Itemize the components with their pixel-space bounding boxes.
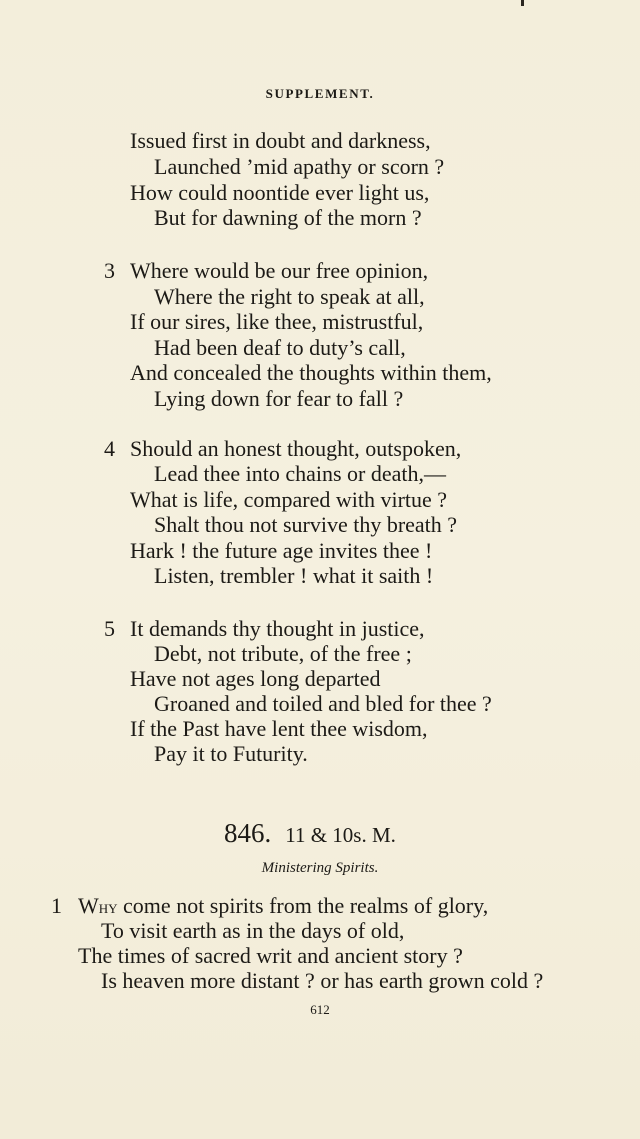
verse-line: Should an honest thought, outspoken, xyxy=(130,436,462,461)
hymn-title: Ministering Spirits. xyxy=(261,860,379,876)
verse-line: It demands thy thought in justice, xyxy=(130,616,425,641)
hymn-meter: 11 & 10s. M. xyxy=(285,823,396,847)
first-word-initial: W xyxy=(78,893,99,918)
verse-line: Launched ’mid apathy or scorn ? xyxy=(154,154,445,179)
verse-line: Where would be our free opinion, xyxy=(130,258,429,283)
verse-line: To visit earth as in the days of old, xyxy=(101,918,405,943)
verse-line: If our sires, like thee, mistrustful, xyxy=(130,309,424,334)
page-number: 612 xyxy=(310,1002,330,1017)
verse-line: Hark ! the future age invites thee ! xyxy=(130,538,433,563)
hymn-heading xyxy=(224,818,396,850)
verse-line: The times of sacred writ and ancient story ? xyxy=(78,943,463,968)
page-edge-mark xyxy=(521,0,524,6)
running-head: SUPPLEMENT. xyxy=(265,86,375,101)
stanza-number: 3 xyxy=(104,258,115,283)
verse-line: Groaned and toiled and bled for thee ? xyxy=(154,691,492,716)
first-word-rest: hy xyxy=(98,897,118,918)
verse-line: Pay it to Futurity. xyxy=(154,741,308,766)
verse-line: What is life, compared with virtue ? xyxy=(130,487,448,512)
verse-line: Had been deaf to duty’s call, xyxy=(154,335,406,360)
first-line-rest: come not spirits from the realms of glory, xyxy=(117,893,489,918)
verse-line: Is heaven more distant ? or has earth grown cold ? xyxy=(101,968,544,993)
verse-line: If the Past have lent thee wisdom, xyxy=(130,716,428,741)
verse-line: But for dawning of the morn ? xyxy=(154,205,422,230)
verse-line: Debt, not tribute, of the free ; xyxy=(154,641,412,666)
verse-line: Lying down for fear to fall ? xyxy=(154,386,404,411)
verse-line: Issued first in doubt and darkness, xyxy=(130,128,431,153)
verse-line: Where the right to speak at all, xyxy=(154,284,425,309)
verse-line: How could noontide ever light us, xyxy=(130,180,430,205)
verse-line: Shalt thou not survive thy breath ? xyxy=(154,512,458,537)
verse-line: Have not ages long departed xyxy=(130,666,381,691)
verse-line xyxy=(78,894,488,920)
verse-line: Listen, trembler ! what it saith ! xyxy=(154,563,434,588)
verse-line: And concealed the thoughts within them, xyxy=(130,360,492,385)
stanza-number: 5 xyxy=(104,616,115,641)
stanza-number: 4 xyxy=(104,436,115,461)
hymn-number: 846. xyxy=(224,818,272,848)
stanza-number: 1 xyxy=(51,893,62,918)
verse-line: Lead thee into chains or death,— xyxy=(154,461,447,486)
